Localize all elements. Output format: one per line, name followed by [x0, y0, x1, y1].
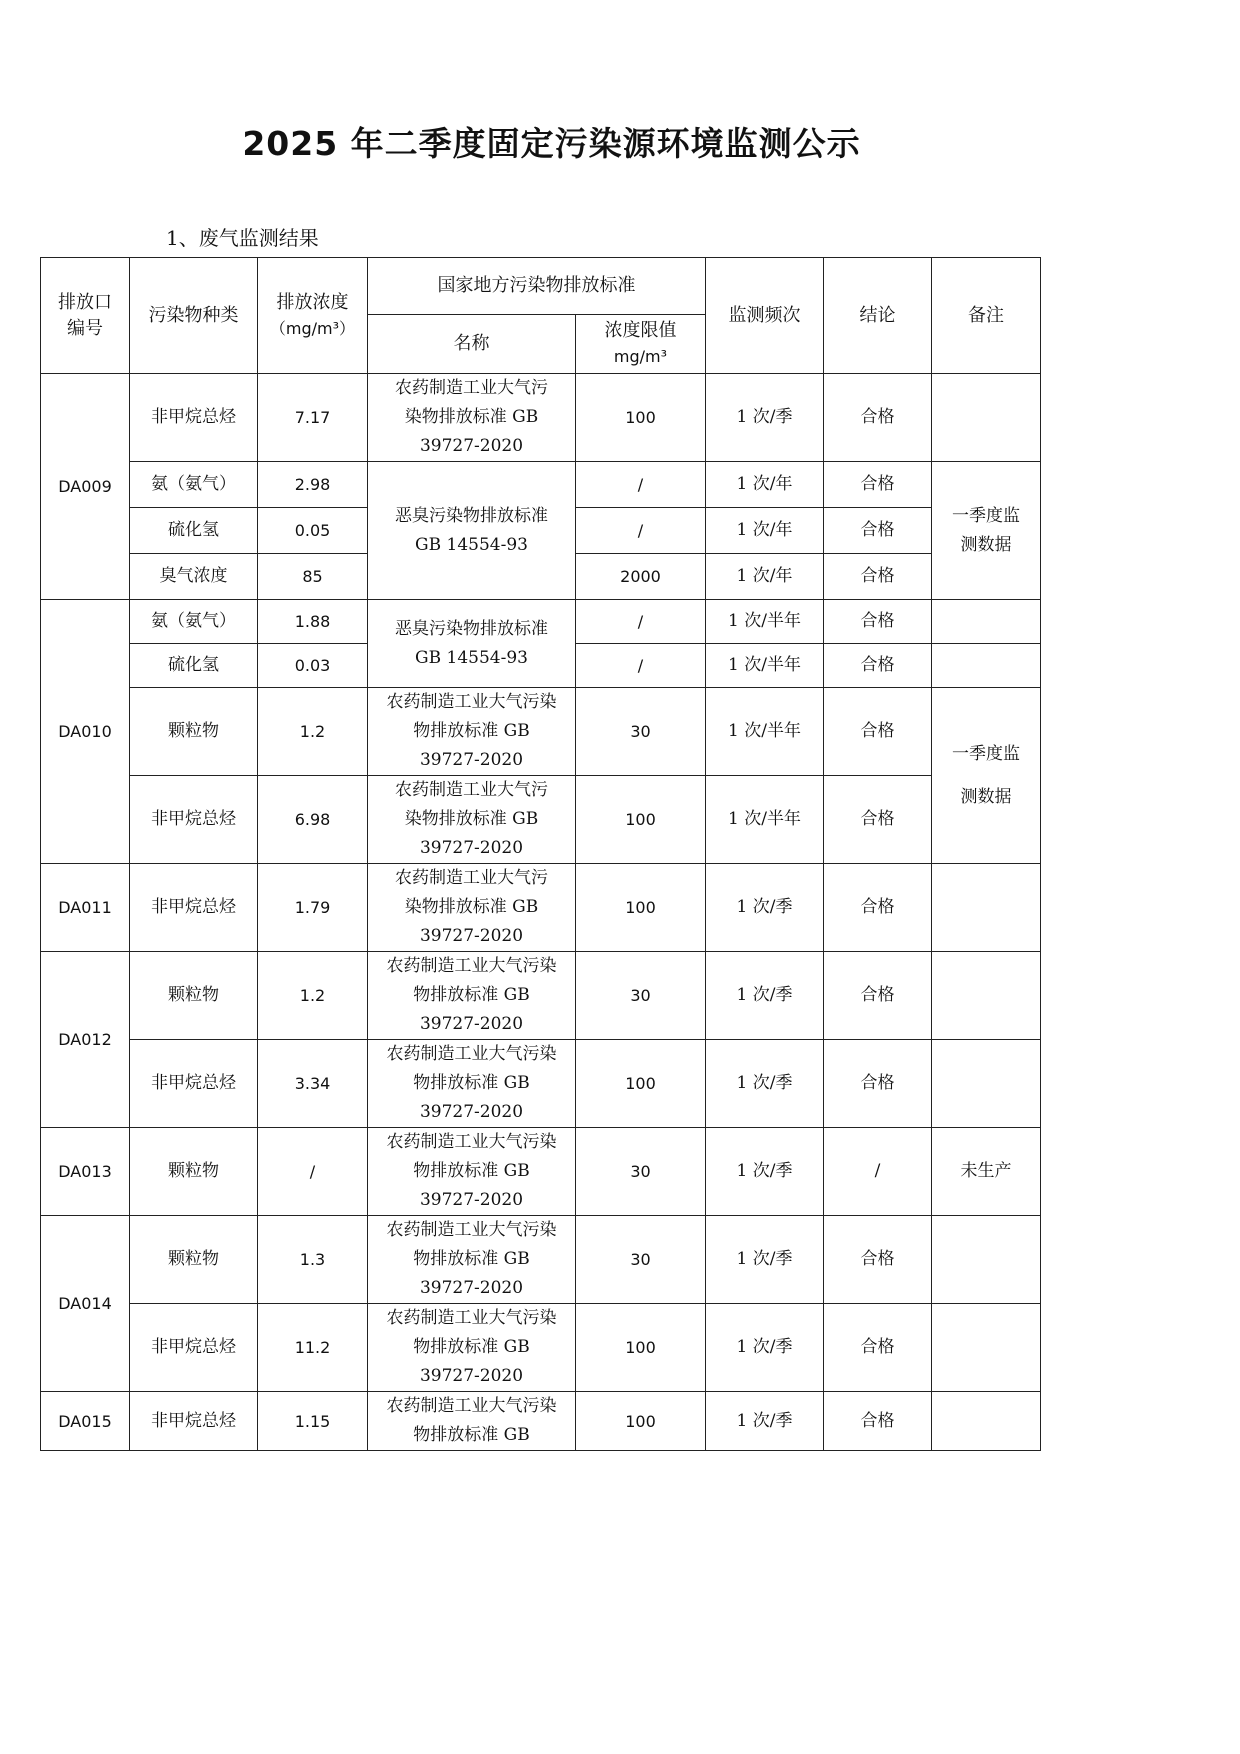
conclusion: 合格: [824, 776, 932, 864]
concentration: 1.15: [258, 1392, 368, 1451]
limit: 100: [576, 864, 706, 952]
standard-name: 农药制造工业大气污 染物排放标准 GB 39727-2020: [368, 374, 576, 462]
remark: 一季度监 测数据: [932, 688, 1041, 864]
pollutant: 非甲烷总烃: [130, 1392, 258, 1451]
conclusion: 合格: [824, 508, 932, 554]
frequency: 1 次/季: [706, 374, 824, 462]
table-row: [41, 1392, 1041, 1451]
remark: [932, 952, 1041, 1040]
header-standard-name: 名称: [368, 315, 576, 374]
pollutant: 非甲烷总烃: [130, 1304, 258, 1392]
table-row: [41, 688, 1041, 776]
conclusion: 合格: [824, 462, 932, 508]
frequency: 1 次/年: [706, 462, 824, 508]
conclusion: 合格: [824, 600, 932, 644]
pollutant: 氨（氨气）: [130, 600, 258, 644]
concentration: 7.17: [258, 374, 368, 462]
limit: /: [576, 508, 706, 554]
document-title: 2025 年二季度固定污染源环境监测公示: [242, 124, 861, 163]
remark: 未生产: [932, 1128, 1041, 1216]
pollutant: 颗粒物: [130, 952, 258, 1040]
limit: 30: [576, 1128, 706, 1216]
standard-name: 农药制造工业大气污染 物排放标准 GB 39727-2020: [368, 1128, 576, 1216]
concentration: 2.98: [258, 462, 368, 508]
remark: [932, 644, 1041, 688]
frequency: 1 次/年: [706, 554, 824, 600]
limit: 100: [576, 1304, 706, 1392]
table-row: [41, 462, 1041, 508]
table-row: [41, 776, 1041, 864]
frequency: 1 次/季: [706, 1128, 824, 1216]
pollutant: 颗粒物: [130, 1128, 258, 1216]
standard-name: 农药制造工业大气污染 物排放标准 GB 39727-2020: [368, 1216, 576, 1304]
limit: 2000: [576, 554, 706, 600]
conclusion: 合格: [824, 952, 932, 1040]
outlet-id: DA010: [41, 600, 130, 864]
frequency: 1 次/季: [706, 864, 824, 952]
header-pollutant: 污染物种类: [130, 258, 258, 374]
limit: /: [576, 600, 706, 644]
header-concentration: 排放浓度 （mg/m³）: [258, 258, 368, 374]
pollutant: 非甲烷总烃: [130, 864, 258, 952]
table-row: [41, 1304, 1041, 1392]
outlet-id: DA013: [41, 1128, 130, 1216]
concentration: 0.05: [258, 508, 368, 554]
frequency: 1 次/半年: [706, 776, 824, 864]
concentration: 11.2: [258, 1304, 368, 1392]
table-row: [41, 374, 1041, 462]
table-row: [41, 600, 1041, 644]
pollutant: 硫化氢: [130, 508, 258, 554]
header-remarks: 备注: [932, 258, 1041, 374]
conclusion: 合格: [824, 864, 932, 952]
pollutant: 颗粒物: [130, 688, 258, 776]
header-frequency: 监测频次: [706, 258, 824, 374]
standard-name: 恶臭污染物排放标准 GB 14554-93: [368, 600, 576, 688]
frequency: 1 次/季: [706, 1392, 824, 1451]
pollutant: 非甲烷总烃: [130, 776, 258, 864]
limit: 100: [576, 1040, 706, 1128]
conclusion: 合格: [824, 688, 932, 776]
limit: /: [576, 462, 706, 508]
header-conclusion: 结论: [824, 258, 932, 374]
conclusion: 合格: [824, 1304, 932, 1392]
conclusion: 合格: [824, 1216, 932, 1304]
frequency: 1 次/季: [706, 1304, 824, 1392]
conclusion: 合格: [824, 1392, 932, 1451]
concentration: 1.2: [258, 688, 368, 776]
standard-name: 恶臭污染物排放标准 GB 14554-93: [368, 462, 576, 600]
limit: 30: [576, 688, 706, 776]
frequency: 1 次/季: [706, 1040, 824, 1128]
standard-name: 农药制造工业大气污染 物排放标准 GB 39727-2020: [368, 952, 576, 1040]
concentration: 1.79: [258, 864, 368, 952]
outlet-id: DA015: [41, 1392, 130, 1451]
outlet-id: DA011: [41, 864, 130, 952]
concentration: 85: [258, 554, 368, 600]
concentration: 3.34: [258, 1040, 368, 1128]
limit: /: [576, 644, 706, 688]
limit: 30: [576, 952, 706, 1040]
frequency: 1 次/季: [706, 952, 824, 1040]
table-row: [41, 864, 1041, 952]
limit: 30: [576, 1216, 706, 1304]
exhaust-monitoring-table: [40, 257, 1041, 1451]
frequency: 1 次/年: [706, 508, 824, 554]
standard-name: 农药制造工业大气污染 物排放标准 GB 39727-2020: [368, 1304, 576, 1392]
concentration: /: [258, 1128, 368, 1216]
table-row: [41, 1040, 1041, 1128]
standard-name: 农药制造工业大气污 染物排放标准 GB 39727-2020: [368, 864, 576, 952]
remark: [932, 600, 1041, 644]
header-standard-group: 国家地方污染物排放标准: [368, 258, 706, 315]
table-row: [41, 1216, 1041, 1304]
pollutant: 非甲烷总烃: [130, 1040, 258, 1128]
concentration: 6.98: [258, 776, 368, 864]
outlet-id: DA014: [41, 1216, 130, 1392]
conclusion: /: [824, 1128, 932, 1216]
outlet-id: DA009: [41, 374, 130, 600]
section-heading: 1、废气监测结果: [166, 226, 319, 250]
remark: [932, 864, 1041, 952]
concentration: 1.2: [258, 952, 368, 1040]
conclusion: 合格: [824, 1040, 932, 1128]
conclusion: 合格: [824, 644, 932, 688]
remark: [932, 1040, 1041, 1128]
standard-name: 农药制造工业大气污 染物排放标准 GB 39727-2020: [368, 776, 576, 864]
remark: [932, 1392, 1041, 1451]
pollutant: 颗粒物: [130, 1216, 258, 1304]
limit: 100: [576, 374, 706, 462]
frequency: 1 次/半年: [706, 688, 824, 776]
concentration: 0.03: [258, 644, 368, 688]
frequency: 1 次/半年: [706, 600, 824, 644]
limit: 100: [576, 776, 706, 864]
header-outlet: 排放口 编号: [41, 258, 130, 374]
concentration: 1.3: [258, 1216, 368, 1304]
table-row: [41, 1128, 1041, 1216]
table-row: [41, 952, 1041, 1040]
standard-name: 农药制造工业大气污染 物排放标准 GB: [368, 1392, 576, 1451]
remark: [932, 374, 1041, 462]
pollutant: 氨（氨气）: [130, 462, 258, 508]
standard-name: 农药制造工业大气污染 物排放标准 GB 39727-2020: [368, 688, 576, 776]
outlet-id: DA012: [41, 952, 130, 1128]
frequency: 1 次/季: [706, 1216, 824, 1304]
pollutant: 非甲烷总烃: [130, 374, 258, 462]
limit: 100: [576, 1392, 706, 1451]
frequency: 1 次/半年: [706, 644, 824, 688]
remark: [932, 1216, 1041, 1304]
concentration: 1.88: [258, 600, 368, 644]
header-limit: 浓度限值 mg/m³: [576, 315, 706, 374]
conclusion: 合格: [824, 554, 932, 600]
pollutant: 臭气浓度: [130, 554, 258, 600]
pollutant: 硫化氢: [130, 644, 258, 688]
remark: [932, 1304, 1041, 1392]
standard-name: 农药制造工业大气污染 物排放标准 GB 39727-2020: [368, 1040, 576, 1128]
remark: 一季度监 测数据: [932, 462, 1041, 600]
conclusion: 合格: [824, 374, 932, 462]
